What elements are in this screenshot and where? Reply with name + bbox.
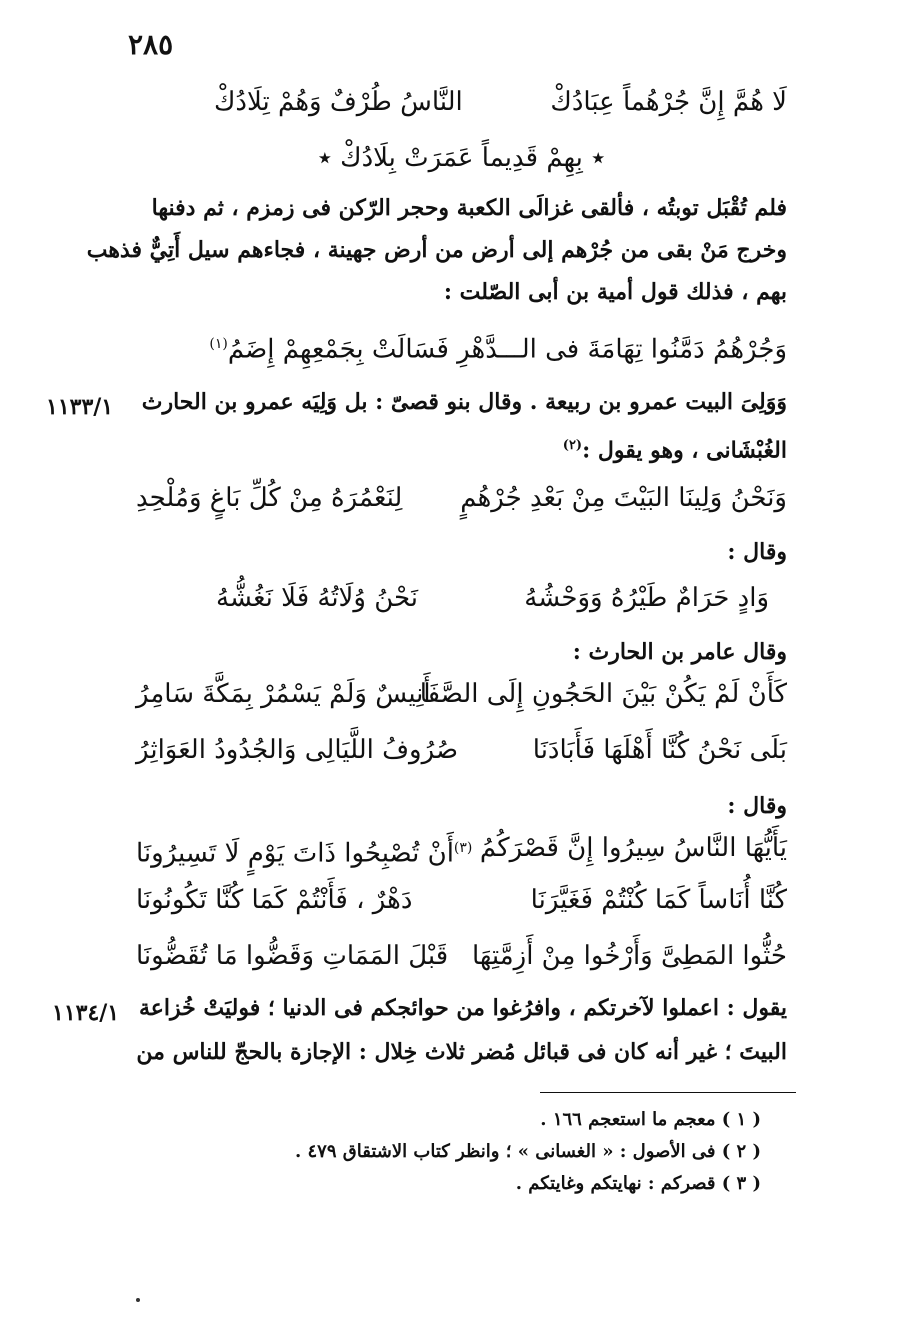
verse-hemistich-right: حُثُّوا المَطِىَّ وَأَرْخُوا مِنْ أَزِمَّتِهَا (471, 941, 787, 971)
footnote: ( ٣ ) قصركم : نهايتكم وغايتكم . (515, 1173, 761, 1194)
prose-line: وَوَلِىَ البيت عمرو بن ربيعة . وقال بنو قصىّ : بل وَلِيَه عمرو بن الحارث (141, 389, 787, 415)
footnote: ( ٢ ) فى الأصول : « الغسانى » ؛ وانظر كتاب الاشتقاق ٤٧٩ . (294, 1141, 761, 1162)
speck-mark (136, 1298, 140, 1302)
verse-hemistich-left: نَحْنُ وُلَاتُهُ فَلَا نَغُشُّهُ (216, 583, 419, 613)
verse-hemistich-right: بَلَى نَحْنُ كُنَّا أَهْلَهَا فَأَبَادَنَا (532, 735, 787, 765)
verse-hemistich-left: النَّاسُ طُرْفٌ وَهُمْ تِلَادُكْ (214, 87, 463, 117)
margin-reference: ١١٣٣/١ (46, 394, 114, 420)
verse-text: وَجُرْهُمُ دَمَّنُوا تِهَامَةَ فى الـــدَّهْرِ فَسَالَتْ بِجَمْعِهِمْ إِضَمُ (227, 334, 787, 365)
margin-reference: ١١٣٤/١ (52, 1000, 120, 1026)
footnote-mark: (٣) (453, 840, 473, 856)
section-label: وقال : (727, 793, 787, 819)
prose-line: وخرج مَنْ بقى من جُرْهم إلى أرض من أرض جهينة ، فجاءهم سيل أَتِيٌّ فذهب (86, 237, 787, 263)
verse-hemistich-left: دَهْرٌ ، فَأَنْتُمْ كَمَا كُنَّا تَكُونُونَا (136, 885, 413, 915)
footnote-mark: (١) (209, 336, 228, 352)
prose-line (563, 428, 787, 468)
section-label: وقال عامر بن الحارث : (572, 639, 787, 665)
verse-line (136, 322, 787, 366)
section-label: وقال : (727, 539, 787, 565)
prose-line: يقول : اعملوا لآخرتكم ، وافرُغوا من حوائجكم فى الدنيا ؛ فوليَتْ خُزاعة (138, 995, 787, 1021)
verse-hemistich-left: صُرُوفُ اللَّيَالِى وَالجُدُودُ العَوَاثِرُ (136, 735, 459, 765)
prose-line: بهم ، فذلك قول أمية بن أبى الصّلت : (443, 279, 787, 305)
page-number: ٢٨٥ (128, 28, 174, 61)
prose-text: الغُبْشَانى ، وهو يقول : (582, 437, 787, 464)
verse-hemistich-right: وَادٍ حَرَامٌ طَيْرُهُ وَوَحْشُهُ (524, 583, 769, 613)
verse-hemistich-right: لَا هُمَّ إِنَّ جُرْهُماً عِبَادُكْ (550, 87, 787, 117)
verse-line-centered (136, 136, 787, 180)
footnote-divider (540, 1092, 796, 1093)
verse-text: أَنْ تُصْبِحُوا ذَاتَ يَوْمٍ لَا تَسِيرُونَا (136, 838, 454, 869)
asterisk-icon: ٭ (317, 143, 341, 173)
verse-line (136, 934, 787, 978)
verse-line (136, 728, 787, 772)
prose-line: البيتَ ؛ غير أنه كان فى قبائل مُضر ثلاث خِلال : الإجازة بالحجّ للناس من (136, 1039, 787, 1065)
verse-hemistich-left (136, 826, 472, 876)
asterisk-icon: ٭ (582, 143, 606, 173)
verse-hemistich-left: لِنَعْمُرَهُ مِنْ كُلِّ بَاغٍ وَمُلْحِدِ (136, 483, 403, 513)
verse-line (136, 826, 787, 870)
prose-line: فلم تُقْبَل توبتُه ، فألقى غزالَى الكعبة وحجر الرّكن فى زمزم ، ثم دفنها (151, 195, 787, 221)
verse-hemistich-right: يَأَيُّهَا النَّاسُ سِيرُوا إِنَّ قَصْرَكُمُ (479, 833, 787, 863)
verse-line (136, 878, 787, 922)
verse-hemistich-left: قَبْلَ المَمَاتِ وَقَضُّوا مَا تُقَضُّونَا (136, 941, 449, 971)
verse-line (136, 672, 787, 716)
footnote: ( ١ ) معجم ما استعجم ١٦٦ . (540, 1109, 761, 1130)
footnote-mark: (٢) (562, 438, 583, 453)
verse-line (136, 80, 787, 124)
verse-full-line (209, 322, 787, 372)
verse-hemistich-right: كُنَّا أُنَاساً كَمَا كُنْتُمْ فَغَيَّرَنَا (530, 885, 787, 915)
verse-line (136, 576, 787, 620)
verse-hemistich-left: أَنِيسٌ وَلَمْ يَسْمُرْ بِمَكَّةَ سَامِرُ (136, 679, 431, 709)
verse-hemistich-right: كَأَنْ لَمْ يَكُنْ بَيْنَ الحَجُونِ إِلَى الصَّفَا (419, 679, 787, 709)
verse-center-text: بِهِمْ قَدِيماً عَمَرَتْ بِلَادُكْ (340, 143, 583, 173)
verse-hemistich-right: وَنَحْنُ وَلِينَا البَيْتَ مِنْ بَعْدِ جُرْهُمٍ (460, 483, 787, 513)
verse-line (136, 476, 787, 520)
